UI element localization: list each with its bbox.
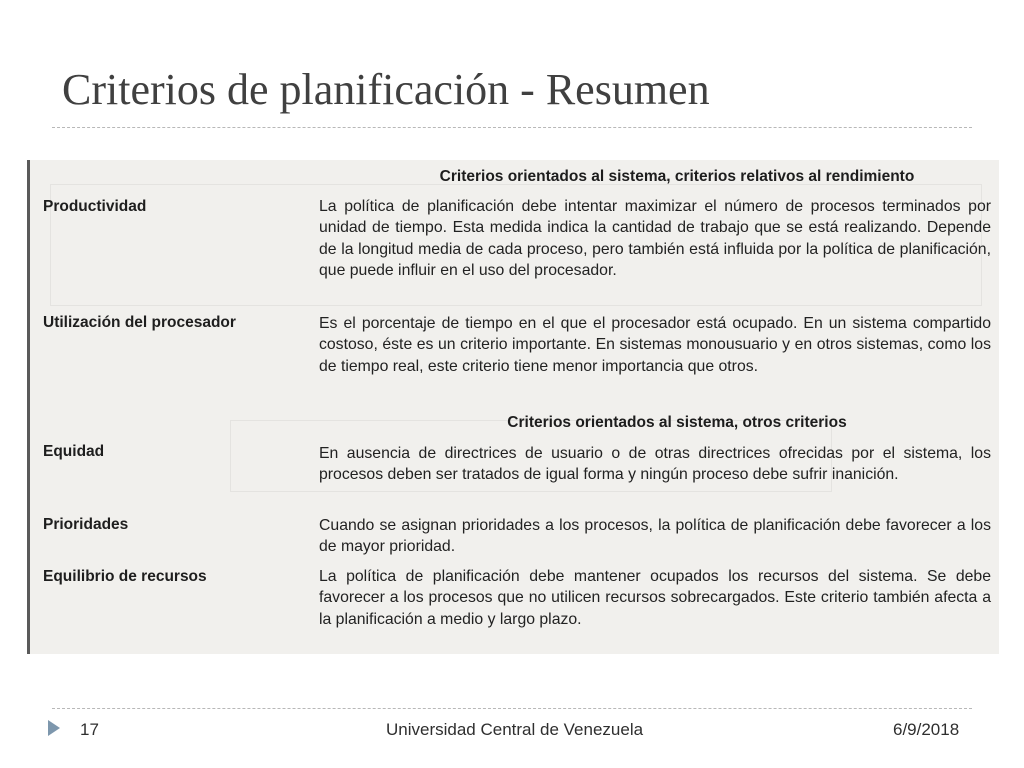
- criterion-label-utilizacion: Utilización del procesador: [43, 314, 236, 331]
- criterion-label-equilibrio: Equilibrio de recursos: [43, 568, 207, 585]
- slide-title: Criterios de planificación - Resumen: [62, 65, 710, 114]
- title-divider: [52, 127, 972, 128]
- criteria-table: [27, 160, 999, 654]
- criterion-label-prioridades: Prioridades: [43, 516, 129, 533]
- criterion-description-productividad: La política de planificación debe intentar maximizar el número de procesos terminados por unidad de tiempo. Esta medida indica la cantidad de trabajo que se está realizando. Depende de la longitud media de cada proceso, pero también está influida por la política de planificación, que puede influir en el uso del procesador.: [319, 198, 991, 279]
- section-header-performance: Criterios orientados al sistema, criterios relativos al rendimiento: [439, 168, 915, 185]
- criterion-description-prioridades: Cuando se asignan prioridades a los procesos, la política de planificación debe favorecer a los de mayor prioridad.: [319, 517, 991, 556]
- criterion-label-equidad: Equidad: [43, 443, 105, 460]
- criterion-description-equidad: En ausencia de directrices de usuario o de otras directrices ofrecidas por el sistema, los procesos deben ser tratados de igual forma y ningún proceso debe sufrir inanición.: [319, 445, 991, 484]
- criterion-description-equilibrio: La política de planificación debe mantener ocupados los recursos del sistema. Se debe favorecer a los procesos que no utilicen recursos sobrecargados. Este criterio también afecta a la planificación a medio y largo plazo.: [319, 568, 991, 628]
- bullet-arrow-icon: [48, 720, 60, 736]
- page-number: 17: [80, 720, 99, 739]
- section-header-other: Criterios orientados al sistema, otros criterios: [507, 414, 847, 431]
- footer-divider: [52, 708, 972, 709]
- criterion-description-utilizacion: Es el porcentaje de tiempo en el que el procesador está ocupado. En un sistema compartido costoso, éste es un criterio importante. En sistemas monousuario y en otros sistemas, como los de tiempo real, este criterio tiene menor importancia que otros.: [319, 315, 991, 375]
- footer-date: 6/9/2018: [893, 720, 960, 739]
- criterion-label-productividad: Productividad: [43, 198, 147, 215]
- footer-institution: Universidad Central de Venezuela: [386, 720, 644, 739]
